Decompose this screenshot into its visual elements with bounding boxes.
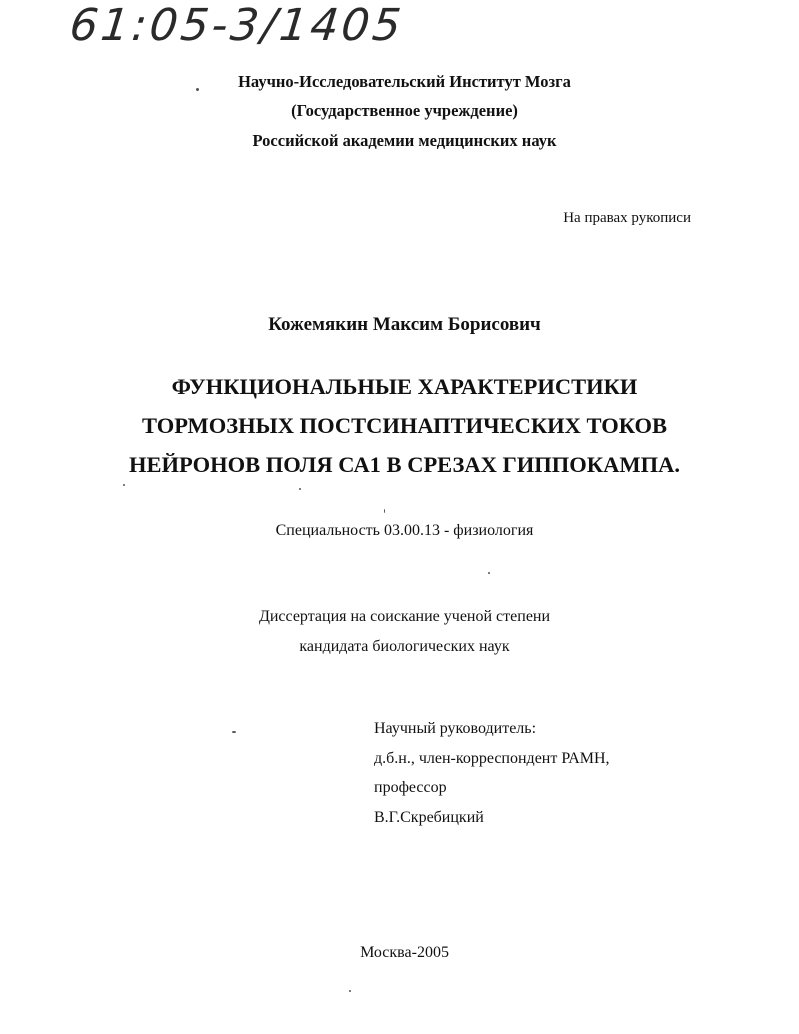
advisor-position: профессор: [374, 779, 447, 796]
thesis-title-line-1: ФУНКЦИОНАЛЬНЫЕ ХАРАКТЕРИСТИКИ: [171, 374, 638, 399]
degree-line-2: кандидата биологических наук: [299, 638, 510, 655]
scan-speck: [349, 990, 351, 992]
handwritten-catalog-code: 61:05-3/1405: [67, 0, 407, 51]
scan-speck: [196, 88, 199, 91]
advisor-credentials: д.б.н., член-корреспондент РАМН,: [374, 750, 610, 767]
thesis-title-line-3: НЕЙРОНОВ ПОЛЯ СА1 В СРЕЗАХ ГИППОКАМПА.: [129, 452, 680, 477]
degree-line-1: Диссертация на соискание ученой степени: [258, 608, 551, 625]
specialty: Специальность 03.00.13 - физиология: [275, 522, 534, 539]
institution-academy: Российской академии медицинских наук: [252, 131, 557, 150]
advisor-label: Научный руководитель:: [374, 720, 537, 737]
scan-speck: [232, 731, 236, 733]
author-name: Кожемякин Максим Борисович: [268, 314, 541, 335]
institution-status: (Государственное учреждение): [291, 101, 518, 120]
advisor-name: В.Г.Скребицкий: [374, 809, 484, 826]
scan-speck: [299, 488, 301, 490]
scan-speck: [488, 572, 490, 574]
scan-speck: [384, 509, 385, 513]
city-year: Москва-2005: [360, 944, 449, 961]
thesis-title-line-2: ТОРМОЗНЫХ ПОСТСИНАПТИЧЕСКИХ ТОКОВ: [141, 413, 668, 438]
scan-speck: [123, 484, 125, 486]
institution-name: Научно-Исследовательский Институт Мозга: [238, 72, 571, 91]
manuscript-rights-note: На правах рукописи: [563, 210, 691, 226]
